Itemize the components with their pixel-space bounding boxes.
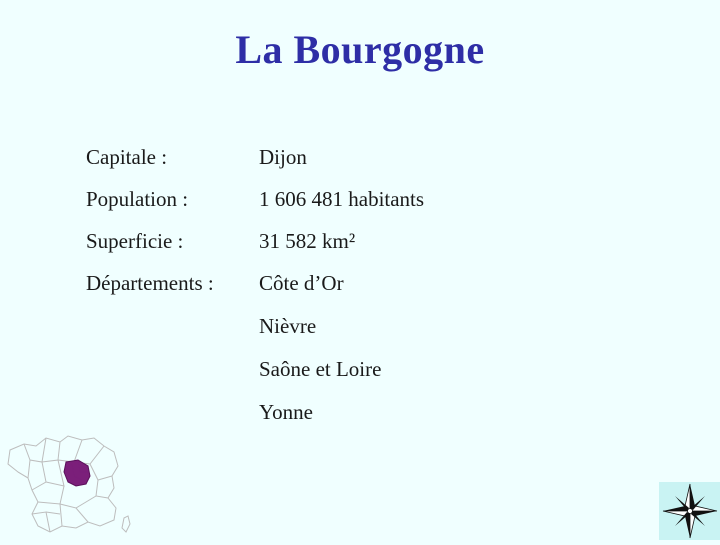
info-value: Dijon [259,145,307,169]
department-item: Yonne [259,400,313,424]
info-value: 31 582 km² [259,229,356,253]
compass-rose-icon [659,482,720,540]
department-item: Nièvre [259,314,317,338]
france-map-icon [2,432,142,538]
compass-panel [659,482,720,540]
info-value: 1 606 481 habitants [259,187,425,211]
info-label: Départements : [86,271,214,295]
info-label: Population : [86,187,189,211]
info-value: Côte d’Or [259,271,344,295]
info-label: Superficie : [86,229,184,253]
info-label: Capitale : [86,145,168,169]
slide-title: La Bourgogne [235,27,485,72]
department-item: Saône et Loire [259,357,382,381]
